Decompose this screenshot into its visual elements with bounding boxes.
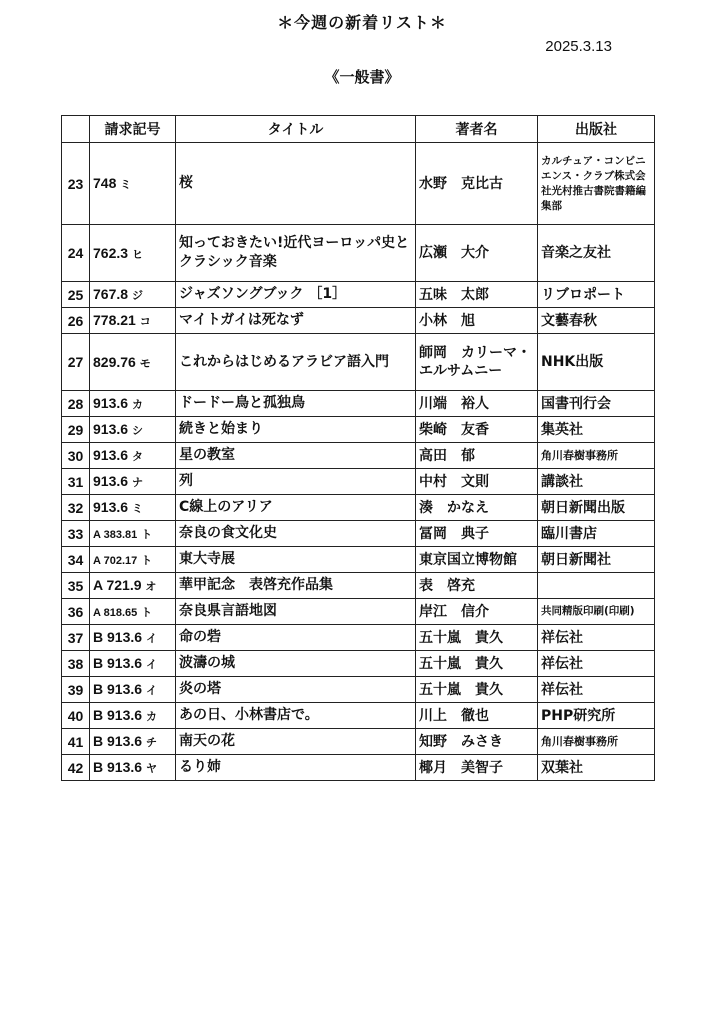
row-number: 26 xyxy=(62,308,90,334)
table-row xyxy=(62,703,655,729)
row-number: 35 xyxy=(62,573,90,599)
table-row xyxy=(62,443,655,469)
book-title: るり姉 xyxy=(176,755,416,781)
book-publisher: 臨川書店 xyxy=(538,521,655,547)
book-publisher: 双葉社 xyxy=(538,755,655,781)
row-number: 34 xyxy=(62,547,90,573)
call-number xyxy=(90,495,176,521)
book-author: 広瀬 大介 xyxy=(416,225,538,282)
book-publisher: 国書刊行会 xyxy=(538,391,655,417)
book-publisher: 朝日新聞出版 xyxy=(538,495,655,521)
call-number-mark: カ xyxy=(131,398,143,411)
book-title: ジャズソングブック ［1］ xyxy=(176,282,416,308)
table-row xyxy=(62,143,655,225)
row-number: 31 xyxy=(62,469,90,495)
call-number xyxy=(90,729,176,755)
call-number xyxy=(90,143,176,225)
book-publisher: NHK出版 xyxy=(538,334,655,391)
table-row xyxy=(62,495,655,521)
call-number xyxy=(90,417,176,443)
row-number: 30 xyxy=(62,443,90,469)
call-number-mark: ト xyxy=(141,528,153,541)
row-number: 36 xyxy=(62,599,90,625)
call-number-mark: コ xyxy=(139,315,151,328)
call-number-mark: シ xyxy=(131,424,143,437)
table-row xyxy=(62,391,655,417)
book-title: 南天の花 xyxy=(176,729,416,755)
call-number xyxy=(90,573,176,599)
call-number-mark: オ xyxy=(145,580,157,593)
book-title: あの日、小林書店で。 xyxy=(176,703,416,729)
call-number-class: 767.8 xyxy=(93,286,129,302)
call-number xyxy=(90,225,176,282)
row-number: 32 xyxy=(62,495,90,521)
call-number-mark: ト xyxy=(141,606,153,619)
table-row xyxy=(62,417,655,443)
book-publisher: 角川春樹事務所 xyxy=(538,729,655,755)
row-number: 42 xyxy=(62,755,90,781)
book-author: 表 啓充 xyxy=(416,573,538,599)
book-title: マイトガイは死なず xyxy=(176,308,416,334)
call-number-class: 829.76 xyxy=(93,353,136,370)
book-title: 波濤の城 xyxy=(176,651,416,677)
book-author: 東京国立博物館 xyxy=(416,547,538,573)
call-number xyxy=(90,308,176,334)
table-row xyxy=(62,469,655,495)
table-row xyxy=(62,334,655,391)
call-number-class: B 913.6 xyxy=(93,759,143,775)
call-number-mark: ト xyxy=(141,554,153,567)
book-title: 奈良の食文化史 xyxy=(176,521,416,547)
call-number xyxy=(90,282,176,308)
book-publisher: 朝日新聞社 xyxy=(538,547,655,573)
table-row xyxy=(62,729,655,755)
book-title: C線上のアリア xyxy=(176,495,416,521)
book-publisher: 祥伝社 xyxy=(538,677,655,703)
call-number-mark: イ xyxy=(145,684,157,697)
book-title: 華甲記念 表啓充作品集 xyxy=(176,573,416,599)
book-title: 桜 xyxy=(176,143,416,225)
table-row xyxy=(62,573,655,599)
call-number xyxy=(90,651,176,677)
table-row xyxy=(62,651,655,677)
book-author: 水野 克比古 xyxy=(416,143,538,225)
table-row xyxy=(62,308,655,334)
book-title: 奈良県言語地図 xyxy=(176,599,416,625)
table-row xyxy=(62,599,655,625)
call-number xyxy=(90,599,176,625)
call-number-class: 913.6 xyxy=(93,395,129,411)
call-number xyxy=(90,625,176,651)
book-title: ドードー鳥と孤独鳥 xyxy=(176,391,416,417)
call-number-class: 913.6 xyxy=(93,421,129,437)
book-author: 高田 郁 xyxy=(416,443,538,469)
book-title: 炎の塔 xyxy=(176,677,416,703)
table-row xyxy=(62,521,655,547)
row-number: 29 xyxy=(62,417,90,443)
book-publisher: 祥伝社 xyxy=(538,625,655,651)
book-author: 岸江 信介 xyxy=(416,599,538,625)
table-row xyxy=(62,677,655,703)
call-number-mark: チ xyxy=(145,736,157,749)
book-author: 五味 太郎 xyxy=(416,282,538,308)
header-author: 著者名 xyxy=(416,116,538,143)
book-author: 五十嵐 貴久 xyxy=(416,677,538,703)
table-row xyxy=(62,225,655,282)
book-publisher: 講談社 xyxy=(538,469,655,495)
table-row xyxy=(62,755,655,781)
new-arrivals-table xyxy=(61,115,655,781)
book-author: 柴崎 友香 xyxy=(416,417,538,443)
book-title: 星の教室 xyxy=(176,443,416,469)
book-author: 椰月 美智子 xyxy=(416,755,538,781)
book-author: 五十嵐 貴久 xyxy=(416,651,538,677)
book-publisher: 文藝春秋 xyxy=(538,308,655,334)
header-publisher: 出版社 xyxy=(538,116,655,143)
row-number: 33 xyxy=(62,521,90,547)
row-number: 39 xyxy=(62,677,90,703)
call-number xyxy=(90,391,176,417)
call-number-class: B 913.6 xyxy=(93,629,143,645)
call-number-mark: ヤ xyxy=(145,762,157,775)
book-title: 命の砦 xyxy=(176,625,416,651)
row-number: 38 xyxy=(62,651,90,677)
call-number-mark: ジ xyxy=(131,289,143,302)
book-title: これからはじめるアラビア語入門 xyxy=(176,334,416,391)
call-number-class: B 913.6 xyxy=(93,681,143,697)
book-title: 東大寺展 xyxy=(176,547,416,573)
call-number-class: 778.21 xyxy=(93,312,136,328)
table-header-row xyxy=(62,116,655,143)
section-title: 《一般書》 xyxy=(324,68,400,86)
call-number xyxy=(90,521,176,547)
table-row xyxy=(62,282,655,308)
call-number-mark: ナ xyxy=(131,476,143,489)
call-number-mark: イ xyxy=(145,632,157,645)
book-author: 川端 裕人 xyxy=(416,391,538,417)
header-call-number: 請求記号 xyxy=(90,116,176,143)
book-publisher: カルチュア・コンビニエンス・クラブ株式会社光村推古書院書籍編集部 xyxy=(538,143,655,225)
call-number-class: 762.3 xyxy=(93,244,129,261)
row-number: 37 xyxy=(62,625,90,651)
call-number-class: 913.6 xyxy=(93,499,129,515)
call-number-class: 748 xyxy=(93,175,117,191)
row-number: 41 xyxy=(62,729,90,755)
book-author: 小林 旭 xyxy=(416,308,538,334)
call-number-mark: ミ xyxy=(131,502,143,515)
call-number-class: 913.6 xyxy=(93,447,129,463)
call-number-class: B 913.6 xyxy=(93,655,143,671)
book-title: 続きと始まり xyxy=(176,417,416,443)
header-number xyxy=(62,116,90,143)
row-number: 28 xyxy=(62,391,90,417)
book-title: 知っておきたい!近代ヨーロッパ史とクラシック音楽 xyxy=(176,225,416,282)
book-author: 中村 文則 xyxy=(416,469,538,495)
book-author: 五十嵐 貴久 xyxy=(416,625,538,651)
call-number-mark: ヒ xyxy=(131,247,143,261)
call-number-class: A 818.65 xyxy=(93,607,138,619)
header-title: タイトル xyxy=(176,116,416,143)
call-number-class: 913.6 xyxy=(93,473,129,489)
book-publisher: 角川春樹事務所 xyxy=(538,443,655,469)
call-number xyxy=(90,334,176,391)
call-number-mark: カ xyxy=(145,710,157,723)
call-number-class: B 913.6 xyxy=(93,733,143,749)
call-number-class: A 383.81 xyxy=(93,529,138,541)
call-number xyxy=(90,703,176,729)
call-number-class: A 702.17 xyxy=(93,555,138,567)
call-number-mark: モ xyxy=(139,356,151,370)
book-author: 湊 かなえ xyxy=(416,495,538,521)
list-date: 2025.3.13 xyxy=(545,38,612,55)
book-publisher: 集英社 xyxy=(538,417,655,443)
book-publisher: PHP研究所 xyxy=(538,703,655,729)
row-number: 24 xyxy=(62,225,90,282)
book-author: 冨岡 典子 xyxy=(416,521,538,547)
book-publisher: 音楽之友社 xyxy=(538,225,655,282)
book-author: 師岡 カリーマ・エルサムニー xyxy=(416,334,538,391)
book-author: 川上 徹也 xyxy=(416,703,538,729)
call-number-mark: ミ xyxy=(120,178,132,191)
book-publisher xyxy=(538,573,655,599)
call-number-mark: イ xyxy=(145,658,157,671)
row-number: 23 xyxy=(62,143,90,225)
call-number xyxy=(90,547,176,573)
call-number-mark: タ xyxy=(131,450,143,463)
call-number xyxy=(90,677,176,703)
call-number-class: B 913.6 xyxy=(93,707,143,723)
table-row xyxy=(62,625,655,651)
row-number: 25 xyxy=(62,282,90,308)
table-row xyxy=(62,547,655,573)
call-number xyxy=(90,443,176,469)
call-number xyxy=(90,469,176,495)
book-author: 知野 みさき xyxy=(416,729,538,755)
call-number xyxy=(90,755,176,781)
book-publisher: リブロポート xyxy=(538,282,655,308)
row-number: 27 xyxy=(62,334,90,391)
book-publisher: 共同精版印刷(印刷) xyxy=(538,599,655,625)
page-title: ＊今週の新着リスト＊ xyxy=(277,13,447,32)
book-publisher: 祥伝社 xyxy=(538,651,655,677)
row-number: 40 xyxy=(62,703,90,729)
book-title: 列 xyxy=(176,469,416,495)
call-number-class: A 721.9 xyxy=(93,577,142,593)
